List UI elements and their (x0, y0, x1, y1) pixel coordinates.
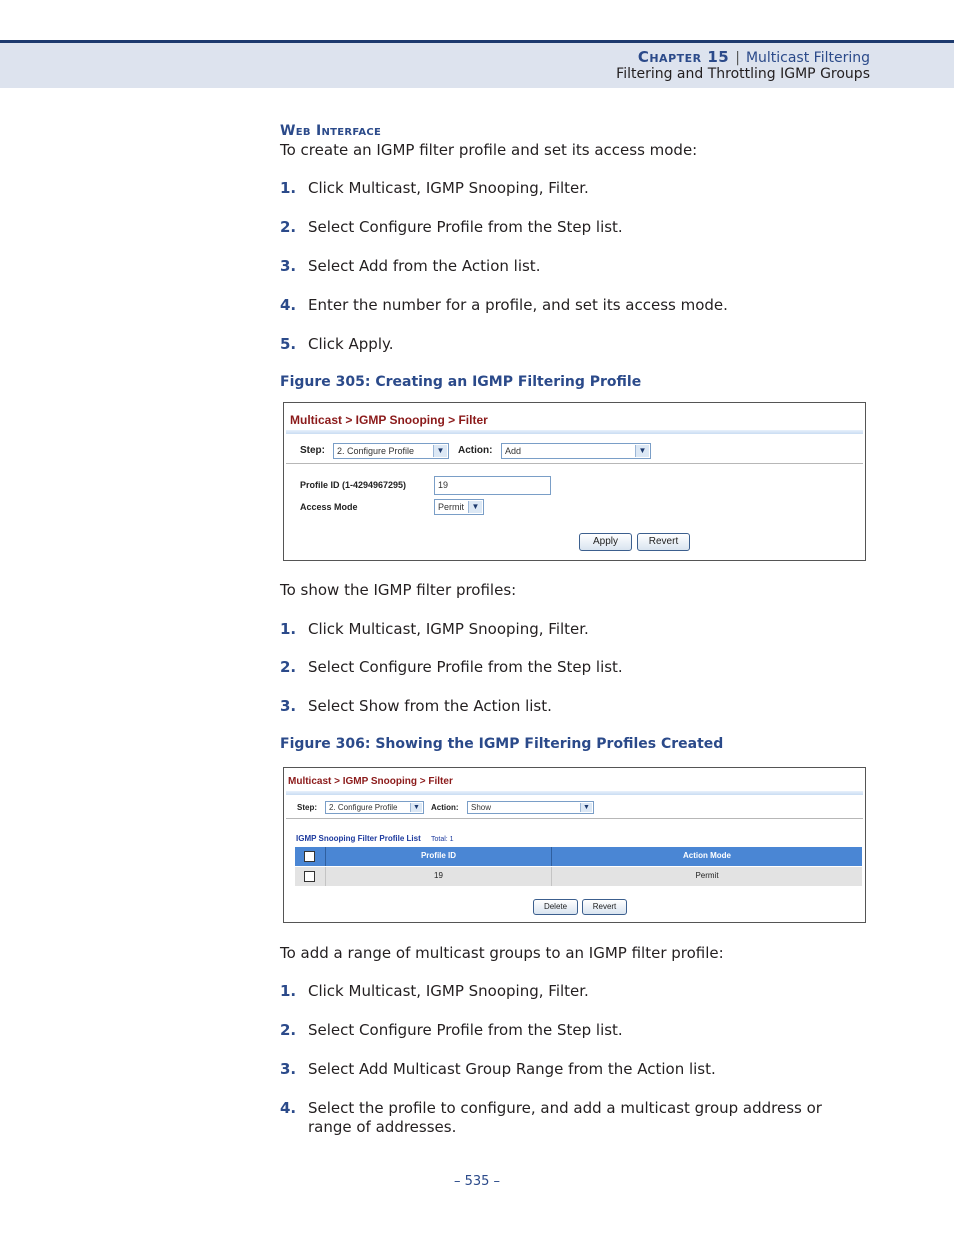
step-select[interactable] (333, 443, 449, 459)
breadcrumb: Multicast > IGMP Snooping > Filter (290, 413, 488, 427)
step-text: Enter the number for a profile, and set its access mode. (308, 296, 728, 314)
running-header (0, 40, 954, 88)
figure-306-caption: Figure 306: Showing the IGMP Filtering Profiles Created (280, 736, 724, 752)
breadcrumb: Multicast > IGMP Snooping > Filter (288, 776, 453, 787)
figure-305-screenshot (283, 402, 866, 561)
table-row (295, 867, 862, 886)
step-text: Click Multicast, IGMP Snooping, Filter. (308, 620, 589, 638)
step-text: Select Add from the Action list. (308, 257, 541, 275)
step-text: Select Configure Profile from the Step list. (308, 218, 623, 236)
delete-button[interactable]: Delete (533, 899, 578, 915)
title-bar-divider (286, 791, 863, 795)
action-label: Action: (458, 445, 493, 456)
profile-id-input[interactable]: 19 (434, 476, 551, 495)
step-number: 4. (280, 1099, 297, 1117)
figure-305-caption: Figure 305: Creating an IGMP Filtering Profile (280, 374, 642, 390)
step-number: 2. (280, 658, 297, 676)
list-title: IGMP Snooping Filter Profile List (296, 834, 421, 843)
chevron-down-icon: ▼ (580, 803, 592, 812)
step-number: 3. (280, 257, 297, 275)
step-text: Click Apply. (308, 335, 394, 353)
access-mode-value: Permit (438, 502, 465, 512)
intro-paragraph-1: To create an IGMP filter profile and set its access mode: (280, 141, 698, 159)
action-mode-column-header: Action Mode (683, 851, 731, 860)
header-separator: | (735, 50, 740, 66)
select-all-checkbox[interactable] (304, 851, 315, 862)
step-text: Select Configure Profile from the Step list. (308, 1021, 623, 1039)
action-select[interactable] (501, 443, 651, 459)
chapter-number: Chapter 15 (637, 48, 730, 66)
step-number: 1. (280, 982, 297, 1000)
step-text: Select Show from the Action list. (308, 697, 552, 715)
step-text: Select Add Multicast Group Range from the Action list. (308, 1060, 716, 1078)
step-label: Step: (300, 445, 325, 456)
action-label: Action: (431, 803, 459, 812)
step-text: Click Multicast, IGMP Snooping, Filter. (308, 982, 589, 1000)
action-select-value: Add (505, 446, 522, 456)
divider (286, 463, 863, 464)
step-number: 1. (280, 179, 297, 197)
section-heading: Web Interface (280, 123, 382, 139)
chevron-down-icon: ▼ (433, 445, 447, 457)
access-mode-label: Access Mode (300, 502, 358, 512)
list-total: Total: 1 (430, 836, 454, 843)
row-profile-id: 19 (434, 871, 443, 880)
step-number: 3. (280, 1060, 297, 1078)
list-heading (296, 834, 454, 843)
chapter-title: Multicast Filtering (745, 50, 870, 66)
action-select[interactable] (467, 801, 594, 814)
apply-button[interactable]: Apply (579, 533, 632, 551)
header-chapter-line (638, 48, 870, 66)
intro-paragraph-3: To add a range of multicast groups to an IGMP filter profile: (280, 944, 724, 962)
step-label: Step: (297, 803, 317, 812)
row-action-mode: Permit (695, 871, 719, 880)
step-number: 2. (280, 218, 297, 236)
row-checkbox[interactable] (304, 871, 315, 882)
access-mode-select[interactable] (434, 499, 484, 515)
step-number: 5. (280, 335, 297, 353)
step-text: Select the profile to configure, and add a multicast group address or range of addresses. (308, 1099, 822, 1136)
title-bar-divider (286, 430, 863, 434)
table-header (295, 847, 862, 866)
revert-button[interactable]: Revert (582, 899, 627, 915)
step-select-value: 2. Configure Profile (337, 446, 415, 456)
profile-id-column-header: Profile ID (420, 851, 457, 860)
figure-306-screenshot (283, 767, 866, 923)
profile-id-label: Profile ID (1-4294967295) (300, 480, 407, 490)
chevron-down-icon: ▼ (468, 501, 482, 513)
intro-paragraph-2: To show the IGMP filter profiles: (280, 581, 517, 599)
step-select[interactable] (325, 801, 424, 814)
page-number: – 535 – (453, 1174, 501, 1189)
step-select-value: 2. Configure Profile (329, 803, 398, 812)
action-select-value: Show (471, 803, 492, 812)
step-number: 1. (280, 620, 297, 638)
chevron-down-icon: ▼ (635, 445, 649, 457)
header-section: Filtering and Throttling IGMP Groups (616, 66, 870, 82)
revert-button[interactable]: Revert (637, 533, 690, 551)
divider (286, 818, 863, 819)
step-number: 2. (280, 1021, 297, 1039)
step-text: Click Multicast, IGMP Snooping, Filter. (308, 179, 589, 197)
step-number: 4. (280, 296, 297, 314)
chevron-down-icon: ▼ (410, 803, 422, 812)
step-number: 3. (280, 697, 297, 715)
step-text: Select Configure Profile from the Step list. (308, 658, 623, 676)
